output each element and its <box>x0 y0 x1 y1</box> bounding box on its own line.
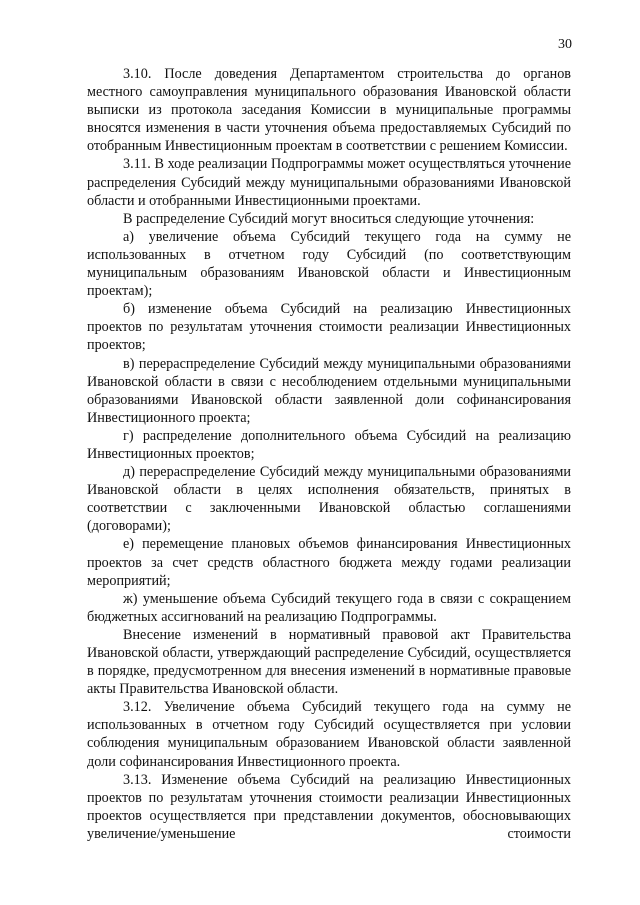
page-number: 30 <box>558 37 572 52</box>
list-item-zh: ж) уменьшение объема Субсидий текущего года в связи с сокращением бюджетных ассигнований на реализацию Подпрограммы. <box>87 590 571 625</box>
paragraph-3-12: 3.12. Увеличение объема Субсидий текущего года на сумму не использованных в отчетном году Субсидий осуществляется при условии соблюдения муниципальным образованием Ивановской области заявленной доли софинансирования Инвестиционного проекта. <box>87 699 571 770</box>
list-item-d: д) перераспределение Субсидий между муниципальными образованиями Ивановской области в целях исполнения обязательств, принятых в соответствии с заключенными Ивановской областью соглашениями (договорами); <box>87 464 571 535</box>
document-body <box>87 65 571 843</box>
paragraph-refinements-intro: В распределение Субсидий могут вноситься следующие уточнения: <box>123 210 535 227</box>
paragraph-amendments: Внесение изменений в нормативный правовой акт Правительства Ивановской области, утверждающий распределение Субсидий, осуществляется в порядке, предусмотренном для внесения изменений в нормативные правовые акты Правительства Ивановской области. <box>87 626 571 698</box>
list-item-b: б) изменение объема Субсидий на реализацию Инвестиционных проектов по результатам уточнения стоимости реализации Инвестиционных проектов; <box>87 301 571 354</box>
list-item-g: г) распределение дополнительного объема Субсидий на реализацию Инвестиционных проектов; <box>87 427 571 462</box>
list-item-v: в) перераспределение Субсидий между муниципальными образованиями Ивановской области в связи с несоблюдением отдельными муниципальными образованиями Ивановской области заявленной доли софинансирования Инвестиционного проекта; <box>87 355 571 426</box>
paragraph-3-13: 3.13. Изменение объема Субсидий на реализацию Инвестиционных проектов по результатам уточнения стоимости реализации Инвестиционных проектов осуществляется при представлении документов, обосновывающих увеличение/уменьшение стоимости <box>87 771 571 842</box>
list-item-a: а) увеличение объема Субсидий текущего года на сумму не использованных в отчетном году Субсидий (по соответствующим муниципальным образованиям Ивановской области и Инвестиционным проектам); <box>87 228 571 300</box>
list-item-e: е) перемещение плановых объемов финансирования Инвестиционных проектов за счет средств областного бюджета между годами реализации мероприятий; <box>87 536 571 589</box>
paragraph-3-10: 3.10. После доведения Департаментом строительства до органов местного самоуправления муниципального образования Ивановской области выписки из протокола заседания Комиссии в муниципальные программы вносятся изменения в части уточнения объема предоставляемых Субсидий по отобранным Инвестиционным проектам в соответствии с решением Комиссии. <box>87 66 571 155</box>
paragraph-3-11: 3.11. В ходе реализации Подпрограммы может осуществляться уточнение распределения Субсидий между муниципальными образованиями Ивановской области и отобранными Инвестиционными проектами. <box>87 156 571 209</box>
